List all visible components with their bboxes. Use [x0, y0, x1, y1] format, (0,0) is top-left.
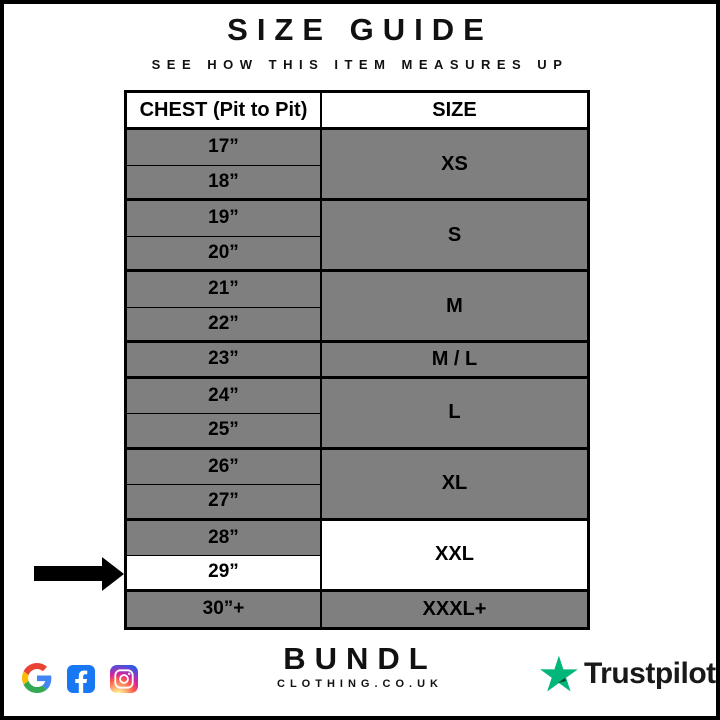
chest-cell: 26”	[127, 450, 322, 486]
size-cell-m-l: M / L	[322, 343, 587, 379]
trustpilot-label: Trustpilot	[584, 656, 716, 690]
size-cell-m: M	[322, 272, 587, 343]
page-title: SIZE GUIDE	[227, 12, 493, 47]
page-subtitle: SEE HOW THIS ITEM MEASURES UP	[151, 57, 569, 72]
chest-cell: 27”	[127, 485, 322, 521]
pointer-arrow-tip-icon	[102, 557, 124, 591]
column-header-chest: CHEST (Pit to Pit)	[127, 93, 322, 130]
chest-cell: 23”	[127, 343, 322, 379]
chest-cell-highlighted: 29”	[127, 556, 322, 592]
trustpilot-star-icon	[540, 655, 578, 692]
chest-cell: 28”	[127, 521, 322, 557]
brand-tagline: CLOTHING.CO.UK	[277, 678, 443, 690]
size-cell-xs: XS	[322, 130, 587, 201]
size-cell-xl: XL	[322, 450, 587, 521]
chest-cell: 22”	[127, 308, 322, 344]
chest-cell: 18”	[127, 166, 322, 202]
pointer-arrow-icon	[34, 566, 106, 581]
chest-cell: 19”	[127, 201, 322, 237]
chest-cell: 24”	[127, 379, 322, 415]
size-cell-xxxl: XXXL+	[322, 592, 587, 628]
chest-cell: 20”	[127, 237, 322, 273]
chest-cell: 21”	[127, 272, 322, 308]
size-cell-l: L	[322, 379, 587, 450]
size-cell-xxl-highlighted: XXL	[322, 521, 587, 592]
size-cell-s: S	[322, 201, 587, 272]
chest-cell: 25”	[127, 414, 322, 450]
brand-name: BUNDL	[283, 641, 437, 676]
size-table	[124, 90, 590, 630]
column-header-size: SIZE	[322, 93, 587, 130]
trustpilot-logo	[540, 655, 716, 692]
chest-cell: 17”	[127, 130, 322, 166]
chest-cell: 30”+	[127, 592, 322, 628]
